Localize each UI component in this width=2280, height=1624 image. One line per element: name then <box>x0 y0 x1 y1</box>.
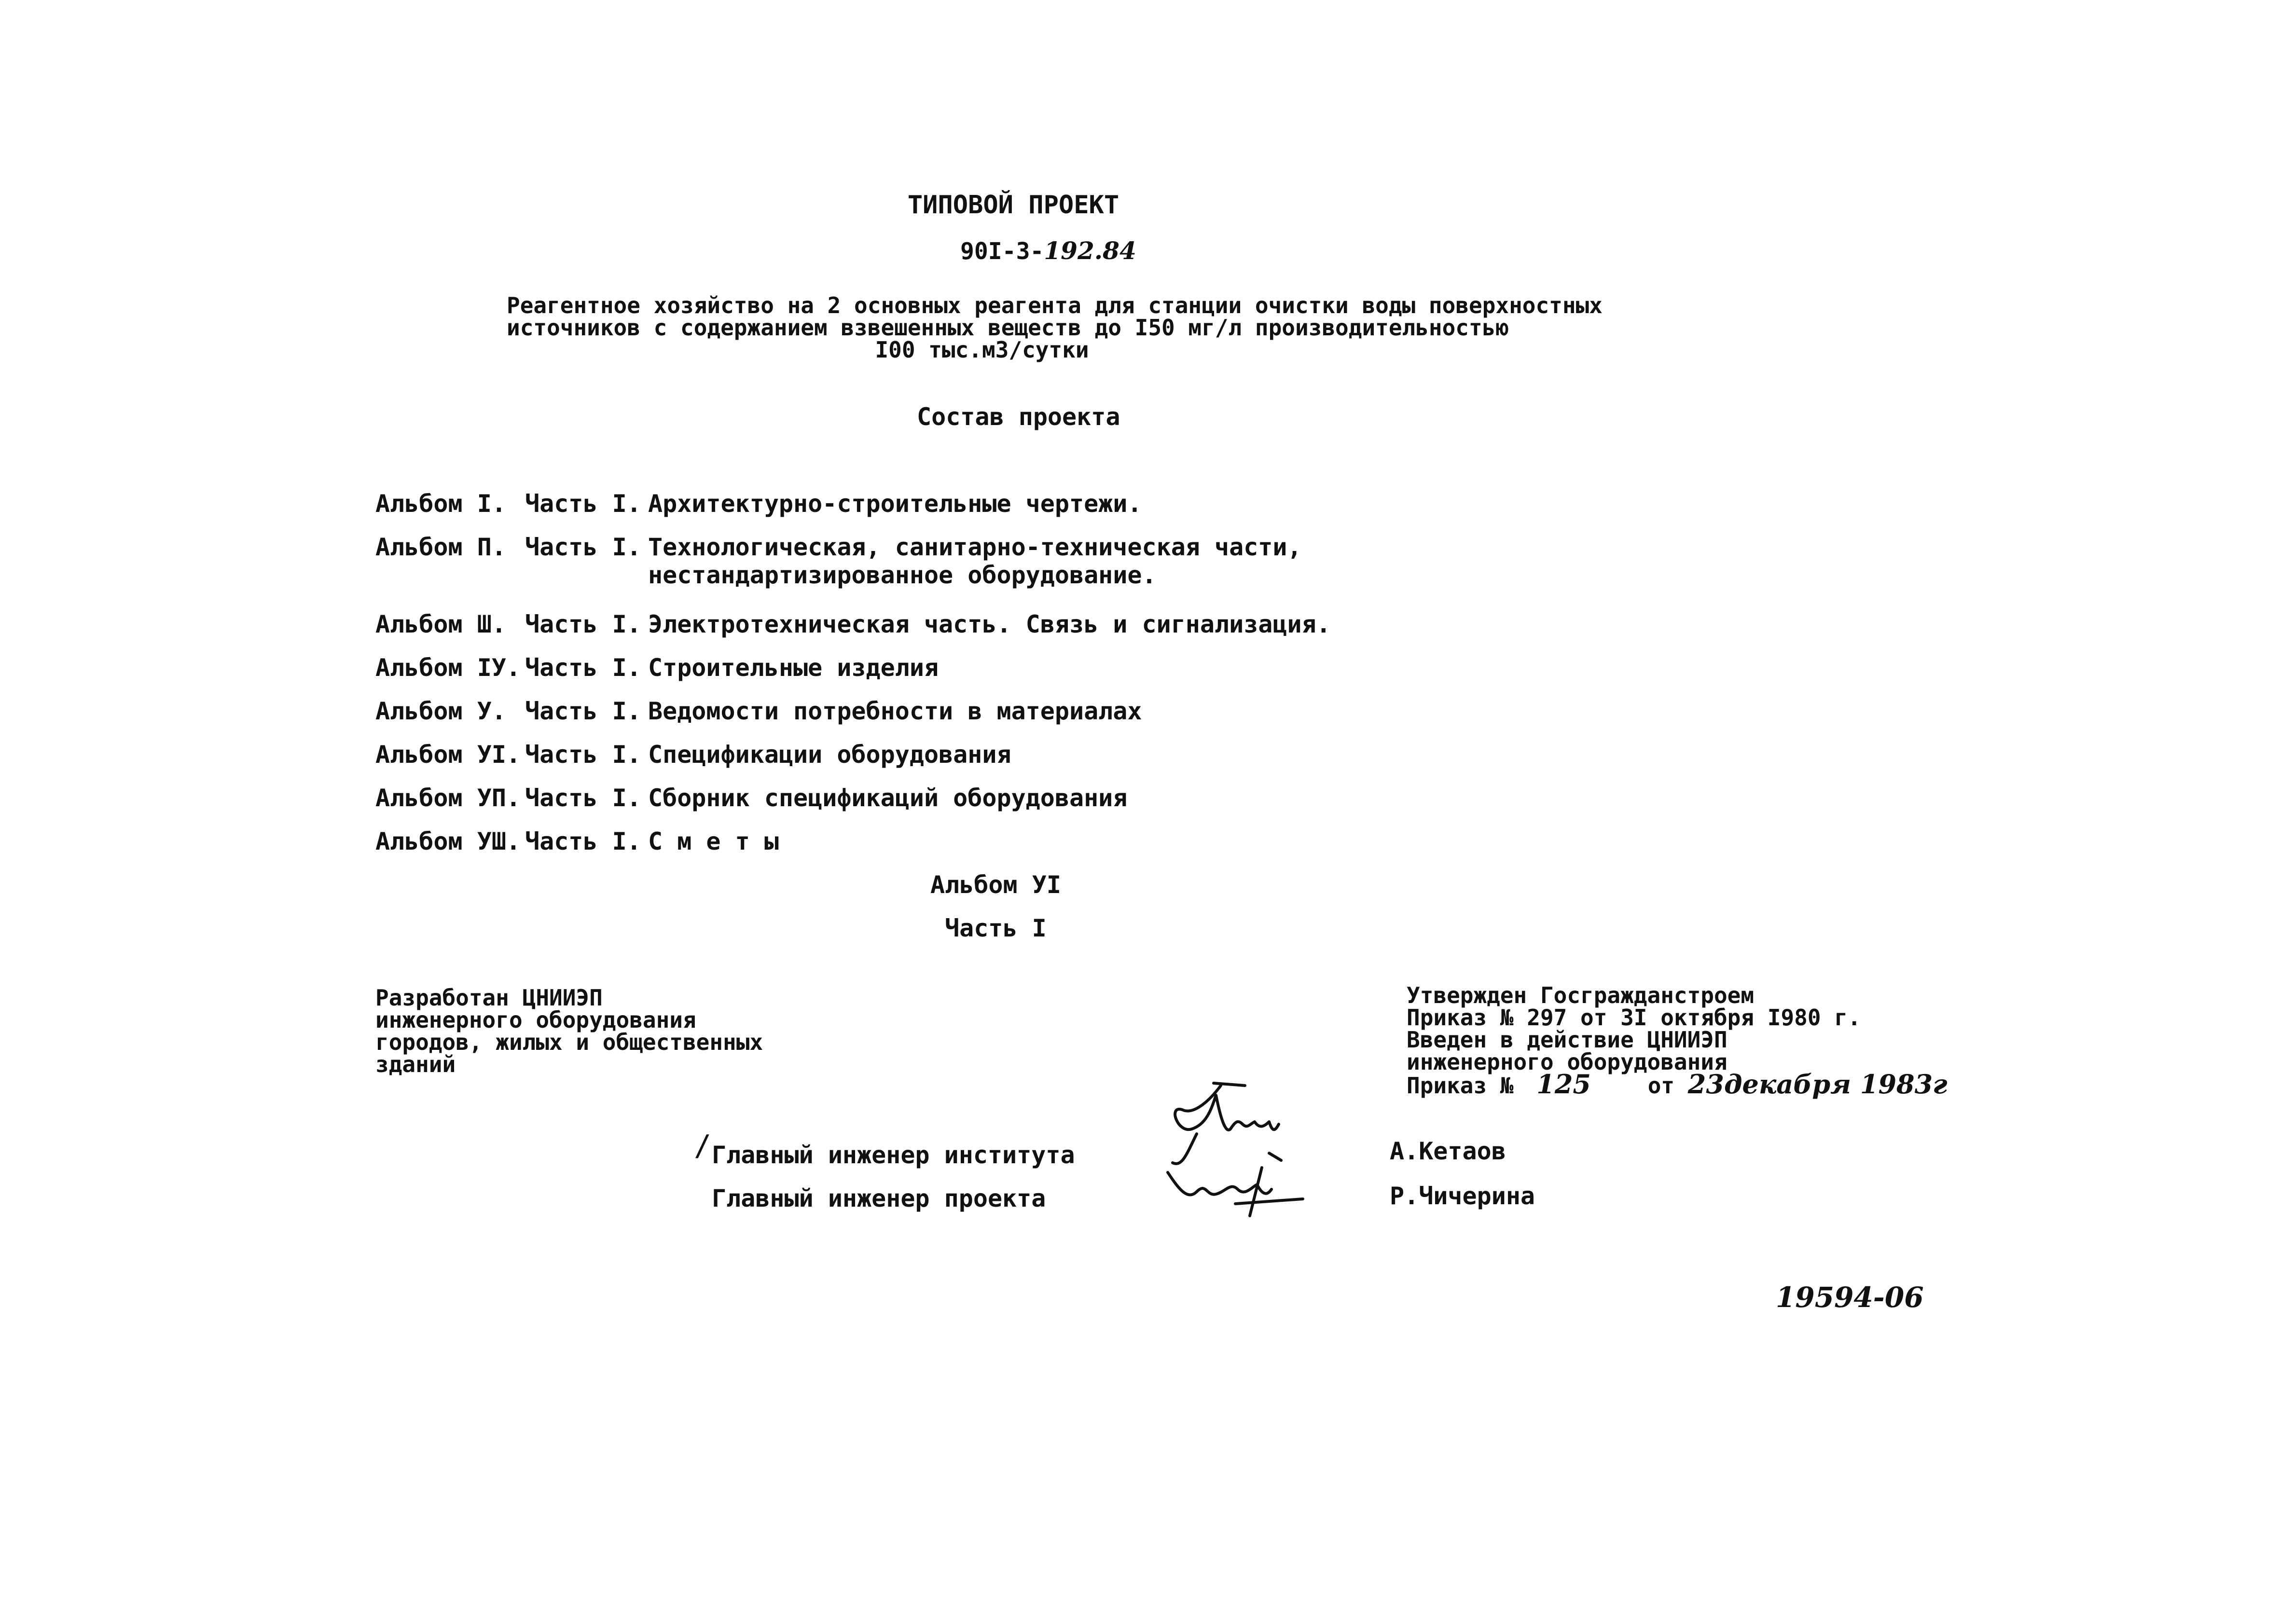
signatory-name: А.Кетаов <box>1390 1137 1506 1165</box>
document-title: ТИПОВОЙ ПРОЕКТ <box>907 191 1119 220</box>
signatory-name: Р.Чичерина <box>1390 1182 1535 1210</box>
album-number: Альбом УП. <box>375 784 521 812</box>
signature-stroke <box>1173 1134 1197 1164</box>
description-line: I00 тыс.м3/сутки <box>875 337 1089 363</box>
approval-order-line <box>1407 1069 1948 1100</box>
album-part: Часть I. <box>525 490 641 518</box>
album-row <box>375 741 1011 769</box>
tick-mark: / <box>694 1129 712 1163</box>
order-number-handwritten: 125 <box>1536 1069 1591 1100</box>
approval-line: инженерного оборудования <box>1407 1049 1727 1075</box>
album-part: Часть I. <box>525 533 641 561</box>
album-title: Технологическая, санитарно-техническая части, <box>648 533 1302 561</box>
album-number: Альбом УШ. <box>375 827 521 855</box>
album-row <box>375 654 939 682</box>
album-number: Альбом У. <box>375 697 506 725</box>
album-title: Сборник спецификаций оборудования <box>648 784 1128 812</box>
current-part: Часть I <box>945 914 1047 942</box>
signature-stroke <box>1214 1083 1245 1086</box>
album-number: Альбом Ш. <box>375 610 506 638</box>
description-line: Реагентное хозяйство на 2 основных реагента для станции очистки воды поверхностных <box>507 292 1603 318</box>
album-number: Альбом УI. <box>375 741 521 769</box>
project-description <box>507 294 1641 361</box>
album-part: Часть I. <box>525 827 641 855</box>
signature-stroke <box>1175 1086 1279 1130</box>
order-prefix: Приказ № <box>1407 1073 1514 1099</box>
album-number: Альбом П. <box>375 533 506 561</box>
project-code <box>960 236 1136 265</box>
signature-stroke <box>1269 1153 1281 1160</box>
approval-line: Приказ № 297 от 3I октября I980 г. <box>1407 1005 1861 1031</box>
description-line: источников с содержанием взвешенных веществ до I50 мг/л производительностью <box>507 315 1509 341</box>
album-part: Часть I. <box>525 784 641 812</box>
album-row <box>375 827 779 855</box>
signature-stroke <box>1235 1199 1303 1204</box>
archive-number: 19594-06 <box>1776 1281 1924 1314</box>
order-date-handwritten: 23декабря 1983г <box>1687 1069 1948 1100</box>
album-number: Альбом I. <box>375 490 506 518</box>
album-row <box>375 490 1142 518</box>
approval-line: Утвержден Госгражданстроем <box>1407 982 1755 1008</box>
developer-line: инженерного оборудования <box>375 1007 696 1033</box>
album-title: Ведомости потребности в материалах <box>648 697 1142 725</box>
album-title-continuation: нестандартизированное оборудование. <box>648 561 1157 589</box>
album-title: Электротехническая часть. Связь и сигнализация. <box>648 610 1331 638</box>
album-row <box>375 533 1302 589</box>
developer-line: Разработан ЦНИИЭП <box>375 985 603 1011</box>
developer-line: зданий <box>375 1051 456 1077</box>
album-title: Архитектурно-строительные чертежи. <box>648 490 1142 518</box>
album-part: Часть I. <box>525 654 641 682</box>
album-title: С м е т ы <box>648 827 779 855</box>
signatures-image <box>1148 1076 1308 1225</box>
developer-block <box>375 987 763 1075</box>
project-code-printed: 90I-3- <box>960 238 1044 265</box>
composition-heading: Состав проекта <box>917 403 1120 431</box>
developer-line: городов, жилых и общественных <box>375 1029 763 1055</box>
album-part: Часть I. <box>525 741 641 769</box>
approval-line: Введен в действие ЦНИИЭП <box>1407 1027 1727 1053</box>
album-part: Часть I. <box>525 697 641 725</box>
album-row <box>375 784 1127 812</box>
current-album: Альбом УI <box>930 871 1061 899</box>
signatory-role: Главный инженер института <box>712 1141 1075 1169</box>
album-title: Строительные изделия <box>648 654 939 682</box>
project-code-handwritten: 192.84 <box>1044 236 1136 265</box>
order-date-prefix: от <box>1647 1073 1675 1099</box>
album-number: Альбом IУ. <box>375 654 521 682</box>
album-row <box>375 697 1142 725</box>
signatory-role: Главный инженер проекта <box>712 1184 1046 1212</box>
approval-block <box>1407 982 1948 1100</box>
album-part: Часть I. <box>525 610 641 638</box>
album-row <box>375 610 1331 638</box>
album-title: Спецификации оборудования <box>648 741 1011 769</box>
